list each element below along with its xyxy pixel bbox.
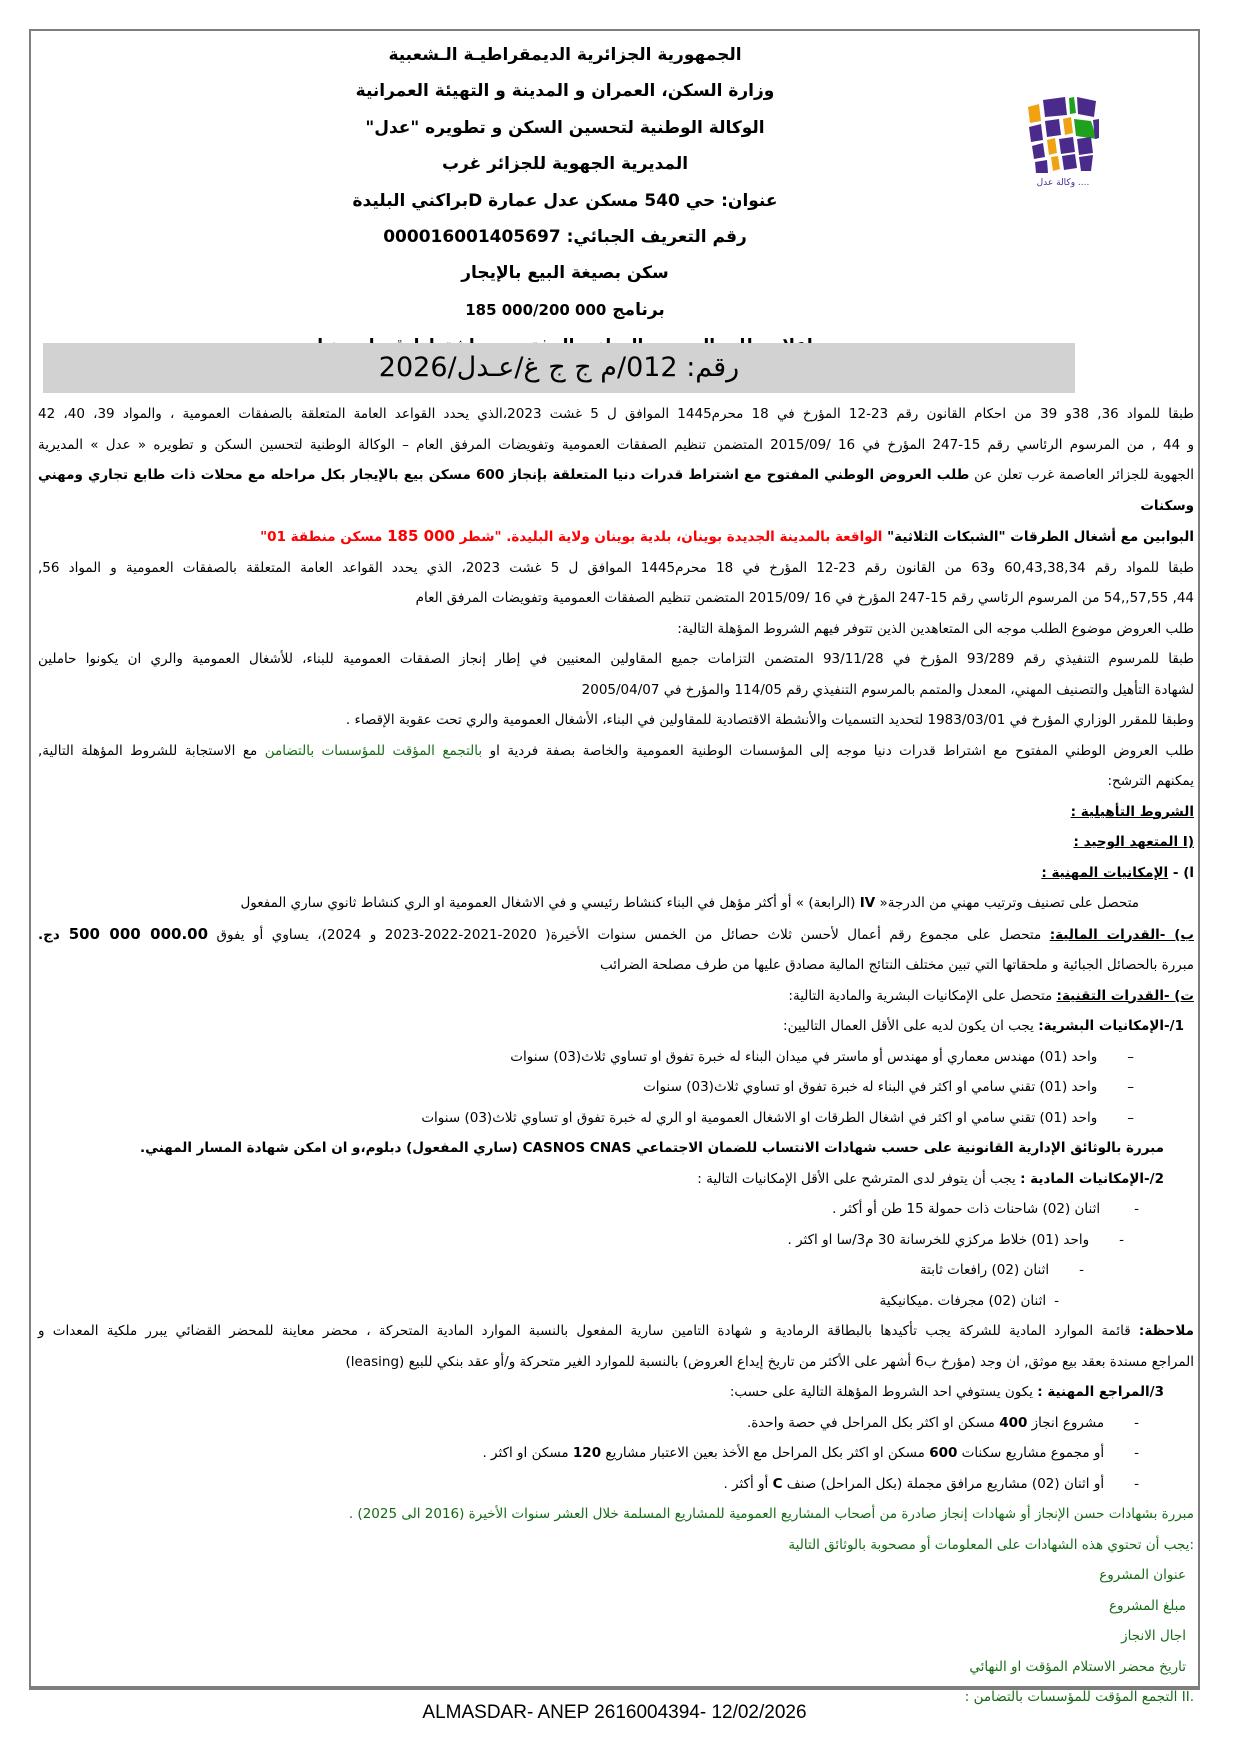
reference-project-1-seg-2: مسكن او اكثر بكل المراحل في حصة واحدة. [746, 1414, 1000, 1431]
social-security-certificates-line-seg-1: CASNOS CNAS [522, 1140, 632, 1156]
material-capabilities-heading-seg-0: 2/-الإمكانيات المادية : [1020, 1170, 1164, 1187]
offer-subject-line [38, 614, 1194, 645]
header-directorate [31, 146, 1099, 182]
reference-number-banner: رقم: 012/م ج ج غ/عـدل/2026 [43, 343, 1075, 393]
technical-capacities-line [38, 981, 1194, 1012]
staff-requirement-1-seg-0: واحد (01) مهندس معماري أو مهندس أو ماستر في ميدان البناء له خبرة تفوق او تساوي ثلاث(03) سنوات [510, 1048, 1098, 1065]
offer-subject-line-seg-0: طلب العروض موضوع الطلب موجه الى المتعاهدين الذين تتوفر فيهم الشروط المؤهلة التالية: [677, 620, 1194, 637]
header-republic-seg-0: الجمهورية الجزائرية الديمقراطيـة الـشعبية [388, 45, 742, 65]
equipment-1-seg-0: اثنان (02) شاحنات ذات حمولة 15 طن أو أكثر . [832, 1201, 1101, 1217]
financial-capacities-line [38, 919, 1194, 951]
header-address [31, 183, 1099, 219]
financial-capacities-line-seg-2: 500 000 000.00 [68, 924, 209, 943]
material-capabilities-heading-seg-1: يجب أن يتوفر لدى المترشح على الأقل الإمكانيات التالية : [697, 1170, 1021, 1187]
reference-project-1-seg-0: مشروع انجاز [1027, 1414, 1105, 1431]
single-contractor-heading-seg-0: I) [1182, 834, 1194, 850]
document-body [38, 399, 1194, 1713]
p1-line2-seg-0: و 44 , من المرسوم الرئاسي رقم 15-247 المؤرخ في [855, 436, 1194, 453]
equipment-2 [38, 1225, 1194, 1256]
reference-project-2-seg-4: مسكن او اكثر . [482, 1445, 573, 1461]
note-line2 [38, 1347, 1194, 1378]
p4-line2-seg-0: يمكنهم الترشح: [1107, 773, 1194, 789]
human-resources-heading [38, 1011, 1194, 1042]
p1-line2-seg-1: 2015/09/ 16 [770, 436, 856, 453]
note-line2-seg-0: المراجع مسندة بعقد بيع موثق, ان وجد (مؤرخ ب6 أشهر على الأكثر من تاريخ إيداع العروض) بالنسبة للموارد الغير متحركة و/أو عقد بنكي للبيع [404, 1353, 1194, 1370]
reference-project-2 [38, 1438, 1194, 1469]
p2-line2 [38, 583, 1194, 614]
p2-line1-seg-0: طبقا للمواد رقم 60,43,38,34 و63 من القانون رقم 23-12 المؤرخ في 18 محرم1445 الموافق ل 5 غشت 2023، الذي يحدد القواعد العامة المتعلقة بالصفقات العمومية و المواد 56, [38, 559, 1194, 576]
certificates-content-line [38, 1530, 1194, 1561]
ministerial-decision-line-seg-0: وطبقا للمقرر الوزاري المؤرخ في 1983/03/01 لتحديد التسميات والأنشطة الاقتصادية للمقاولين في البناء، الأشغال العمومية والري تحت عقوبة الإقصاء . [345, 712, 1194, 728]
anep-footer: ALMASDAR- ANEP 2616004394- 12/02/2026 [422, 1702, 807, 1723]
staff-requirement-2 [38, 1072, 1194, 1103]
temporary-grouping-heading-seg-1: التجمع المؤقت للمؤسسات بالتضامن : [964, 1689, 1182, 1705]
equipment-3 [38, 1255, 1194, 1286]
classification-line-seg-1: IV [859, 895, 876, 911]
aadl-logo-caption: وكالة عدل .... [1036, 178, 1090, 188]
header-ministry [31, 73, 1099, 109]
technical-capacities-line-seg-1: متحصل على الإمكانيات البشرية والمادية التالية: [788, 987, 1057, 1004]
staff-requirement-2-bullet-dash: – [1127, 1079, 1134, 1095]
reference-project-2-seg-1: 600 [929, 1445, 958, 1461]
p1-line3-seg-1: طلب العروض الوطني المفتوح مع اشتراط قدرات دنيا المتعلقة بإنجاز 600 مسكن بيع بالإيجار بكل مراحله مع محلات ذات طابع تجاري ومهني وسكنات [38, 467, 1194, 514]
equipment-1-bullet-dash: - [1134, 1201, 1139, 1217]
p1-line3 [38, 460, 1194, 521]
single-contractor-heading-seg-1: المتعهد الوحيد : [1073, 834, 1183, 850]
classification-line-seg-2: (الرابعة) » أو أكثر مؤهل في البناء كنشاط رئيسي و في الاشغال العمومية او الري كنشاط ثانوي ساري المفعول [240, 895, 860, 911]
professional-references-heading-seg-0: 3/المراجع المهنية : [1037, 1384, 1164, 1400]
reference-project-3-seg-0: أو اثنان (02) مشاريع مرافق مجملة (بكل المراحل) صنف [782, 1475, 1105, 1492]
reference-project-1 [38, 1408, 1194, 1439]
reference-project-2-bullet-dash: - [1134, 1445, 1139, 1461]
p3-line2-seg-0: لشهادة التأهيل والتصنيف المهني، المعدل والمتمم بالمرسوم التنفيذي رقم 114/05 والمؤرخ في 2005/04/07 [581, 681, 1194, 698]
completion-deadline-line-seg-0: اجال الانجاز [1121, 1628, 1186, 1644]
header-program-seg-0: برنامج [606, 299, 665, 320]
p4-line1 [38, 736, 1194, 767]
financial-capacities-line-seg-0: ب) -القدرات المالية: [1049, 926, 1194, 943]
p1-line4 [38, 521, 1194, 553]
header-tax-id [31, 219, 1099, 255]
professional-references-heading [38, 1377, 1194, 1408]
document-header [31, 37, 1099, 365]
p4-line1-seg-2: مع الاستجابة للشروط المؤهلة التالية, [38, 742, 265, 759]
equipment-2-seg-0: واحد (01) خلاط مركزي للخرسانة 30 م3/سا او اكثر . [787, 1231, 1090, 1248]
p4-line1-seg-1: بالتجمع المؤقت للمؤسسات بالتضامن [264, 742, 483, 759]
equipment-3-bullet-dash: - [1079, 1262, 1084, 1278]
reference-project-1-bullet-dash: - [1134, 1414, 1139, 1431]
human-resources-heading-seg-0: 1/-الإمكانيات البشرية: [1038, 1018, 1184, 1034]
project-title-line [38, 1560, 1194, 1591]
social-security-certificates-line [38, 1133, 1194, 1164]
reference-project-2-seg-2: مسكن او اكثر بكل المراحل مع الأخذ بعين الاعتبار مشاريع [601, 1445, 930, 1461]
note-line1-seg-0: ملاحظة: [1138, 1323, 1194, 1339]
header-housing-type-seg-0: سكن بصيغة البيع بالإيجار [461, 263, 669, 284]
project-amount-line-seg-0: مبلغ المشروع [1109, 1597, 1186, 1614]
p4-line1-seg-0: طلب العروض الوطني المفتوح مع اشتراط قدرات دنيا موجه إلى المؤسسات الوطنية العمومية والخاصة بصفة فردية او [482, 742, 1194, 759]
certificates-content-line-seg-0: :يجب أن تحتوي هذه الشهادات على المعلومات أو مصحوبة بالوثائق التالية [788, 1536, 1194, 1553]
staff-requirement-3 [38, 1103, 1194, 1134]
professional-capabilities-heading [38, 858, 1194, 889]
header-agency-seg-0: الوكالة الوطنية لتحسين السكن و تطويره "عدل" [365, 117, 765, 138]
project-title-line-seg-0: عنوان المشروع [1099, 1567, 1186, 1583]
temporary-grouping-heading-seg-0: II. [1181, 1689, 1194, 1705]
professional-capabilities-heading-seg-0: ا) - [1168, 864, 1194, 881]
professional-capabilities-heading-seg-1: الإمكانيات المهنية : [1041, 864, 1169, 881]
note-line1-seg-1: قائمة الموارد المادية للشركة يجب تأكيدها بالبطاقة الرمادية و شهادة التامين سارية المفعول بالنسبة الموارد المادية المتحركة ، محضر معاينة للمحضر القضائي يبرر ملكية المعدات و [38, 1323, 1139, 1339]
classification-line-seg-0: متحصل على تصنيف وترتيب مهني من الدرجة« [875, 895, 1139, 911]
staff-requirement-1-bullet-dash: – [1127, 1048, 1134, 1065]
reference-project-1-seg-1: 400 [999, 1414, 1028, 1431]
ministerial-decision-line [38, 705, 1194, 736]
p1-line4-seg-2: 185 000 [387, 527, 455, 545]
document-border-frame [29, 29, 1200, 1705]
staff-requirement-1 [38, 1042, 1194, 1073]
equipment-4 [38, 1286, 1194, 1317]
equipment-2-bullet-dash: - [1119, 1231, 1124, 1248]
p2-line2-seg-0: 44, 57,55,,54 من المرسوم الرئاسي رقم 15-247 المؤرخ في [831, 590, 1194, 606]
p1-line1-seg-0: طبقا للمواد 36, 38و 39 من احكام القانون رقم 23-12 المؤرخ في 18 محرم1445 الموافق ل 5 غشت 2023،الذي يحدد القواعد العامة المتعلقة بالصفقات العمومية ، والمواد 39، 40، 42 [38, 406, 1194, 422]
tax-statements-line-seg-0: مبررة بالحصائل الجبائية و ملحقاتها التي تبين مختلف النتائج المالية مصادق عليها من طرف مصلحة الضرائب [600, 957, 1194, 973]
p3-line2 [38, 675, 1194, 706]
equipment-4-seg-0: اثنان (02) مجرفات .ميكانيكية [879, 1292, 1047, 1309]
p1-line2-seg-2: المتضمن تنظيم الصفقات العمومية وتفويضات المرفق العام – الوكالة الوطنية لتحسين السكن و تطويره « عدل » المديرية [38, 436, 771, 453]
financial-capacities-line-seg-1: متحصل على مجموع رقم أعمال لأحسن ثلاث حصائل من الخمس سنوات الأخيرة( 2020-2021-2022-2023 و 2024)، يساوي أو يفوق [208, 926, 1050, 943]
qualification-conditions-heading [38, 797, 1194, 828]
reception-report-date-line-seg-0: تاريخ محضر الاستلام المؤقت او النهائي [969, 1658, 1186, 1675]
p1-line2 [38, 430, 1194, 461]
header-ministry-seg-0: وزارة السكن، العمران و المدينة و التهيئة العمرانية [355, 81, 775, 102]
equipment-4-bullet-dash: - [1054, 1292, 1059, 1309]
staff-requirement-2-seg-0: واحد (01) تقني سامي او اكثر في البناء له خبرة تفوق او تساوي ثلاث(03) سنوات [643, 1079, 1098, 1095]
p3-line1-seg-0: طبقا للمرسوم التنفيذي رقم 93/289 المؤرخ في 93/11/28 المتضمن التزامات جميع المقاولين المعنيين في إطار إنجاز الصفقات العمومية للبناء، للأشغال العمومية والري ان يكونوا حاملين [38, 651, 1194, 667]
header-agency [31, 110, 1099, 146]
p2-line1 [38, 553, 1194, 584]
human-resources-heading-seg-1: يجب ان يكون لديه على الأقل العمال التاليين: [783, 1018, 1039, 1034]
p2-line2-seg-1: 2015/09/ 16 [748, 590, 832, 606]
header-housing-type [31, 255, 1099, 291]
project-amount-line [38, 1591, 1194, 1622]
social-security-certificates-line-seg-2: (ساري المفعول) دبلوم،و ان امكن شهادة المسار المهني. [139, 1140, 523, 1156]
reference-project-3-bullet-dash: - [1134, 1475, 1139, 1492]
reference-project-2-seg-3: 120 [572, 1445, 602, 1461]
reference-project-3-seg-2: أو أكثر . [723, 1475, 773, 1492]
material-capabilities-heading [38, 1164, 1194, 1195]
header-directorate-seg-0: المديرية الجهوية للجزائر غرب [441, 154, 689, 175]
professional-references-heading-seg-1: يكون يستوفي احد الشروط المؤهلة التالية على حسب: [729, 1384, 1038, 1400]
note-line2-seg-1: (leasing) [345, 1353, 405, 1370]
p1-line4-seg-3: مسكن منطقة 01" [260, 529, 388, 545]
p4-line2 [38, 766, 1194, 797]
tax-statements-line [38, 950, 1194, 981]
note-line1 [38, 1316, 1194, 1347]
header-program-seg-1: 185 000/200 000 [465, 300, 607, 319]
financial-capacities-line-seg-3: دج. [38, 926, 69, 943]
p1-line1 [38, 399, 1194, 430]
staff-requirement-3-bullet-dash: – [1127, 1109, 1134, 1126]
technical-capacities-line-seg-0: ت) -القدرات التقنية: [1056, 987, 1194, 1004]
qualification-conditions-heading-seg-0: الشروط التأهيلية : [1070, 803, 1194, 820]
p3-line1 [38, 644, 1194, 675]
staff-requirement-3-seg-0: واحد (01) تقني سامي او اكثر في اشغال الطرقات او الاشغال العمومية او الري له خبرة تفوق او تساوي ثلاث(03) سنوات [421, 1109, 1098, 1126]
p2-line2-seg-2: المتضمن تنظيم الصفقات العمومية وتفويضات المرفق العام [415, 590, 749, 606]
single-contractor-heading [38, 827, 1194, 858]
certificates-justification-line-seg-0: مبررة بشهادات حسن الإنجاز أو شهادات إنجاز صادرة من أصحاب المشاريع العمومية للمشاريع المسلمة خلال العشر سنوات الأخيرة (2016 الى 2025) . [348, 1506, 1194, 1522]
equipment-1 [38, 1194, 1194, 1225]
aadl-logo [1020, 95, 1106, 188]
social-security-certificates-line-seg-0: مبررة بالوثائق الإدارية القانونية على حسب شهادات الانتساب للضمان الاجتماعي [631, 1140, 1164, 1156]
p1-line4-seg-1: الواقعة بالمدينة الجديدة بوينان، بلدية بوينان ولاية البليدة. "شطر [454, 529, 883, 545]
classification-line [38, 888, 1194, 919]
header-tax-id-seg-0: رقم التعريف الجبائي: 000016001405697 [383, 226, 747, 247]
certificates-justification-line [38, 1499, 1194, 1530]
reception-report-date-line [38, 1652, 1194, 1683]
reference-project-3 [38, 1469, 1194, 1500]
reference-project-3-seg-1: C [772, 1475, 783, 1492]
p1-line3-seg-0: الجهوية للجزائر العاصمة غرب تعلن عن [969, 467, 1194, 483]
completion-deadline-line [38, 1621, 1194, 1652]
header-address-seg-0: عنوان: حي 540 مسكن عدل عمارة Dبراكني البليدة [352, 190, 778, 211]
header-program [31, 292, 1099, 328]
header-republic [31, 37, 1099, 73]
reference-project-2-seg-0: أو مجموع مشاريع سكنات [957, 1445, 1105, 1461]
equipment-3-seg-0: اثنان (02) رافعات ثابتة [919, 1262, 1050, 1278]
p1-line4-seg-0: البوابين مع أشغال الطرقات "الشبكات الثلاثية" [882, 529, 1194, 545]
aadl-logo-icon [1027, 95, 1099, 173]
